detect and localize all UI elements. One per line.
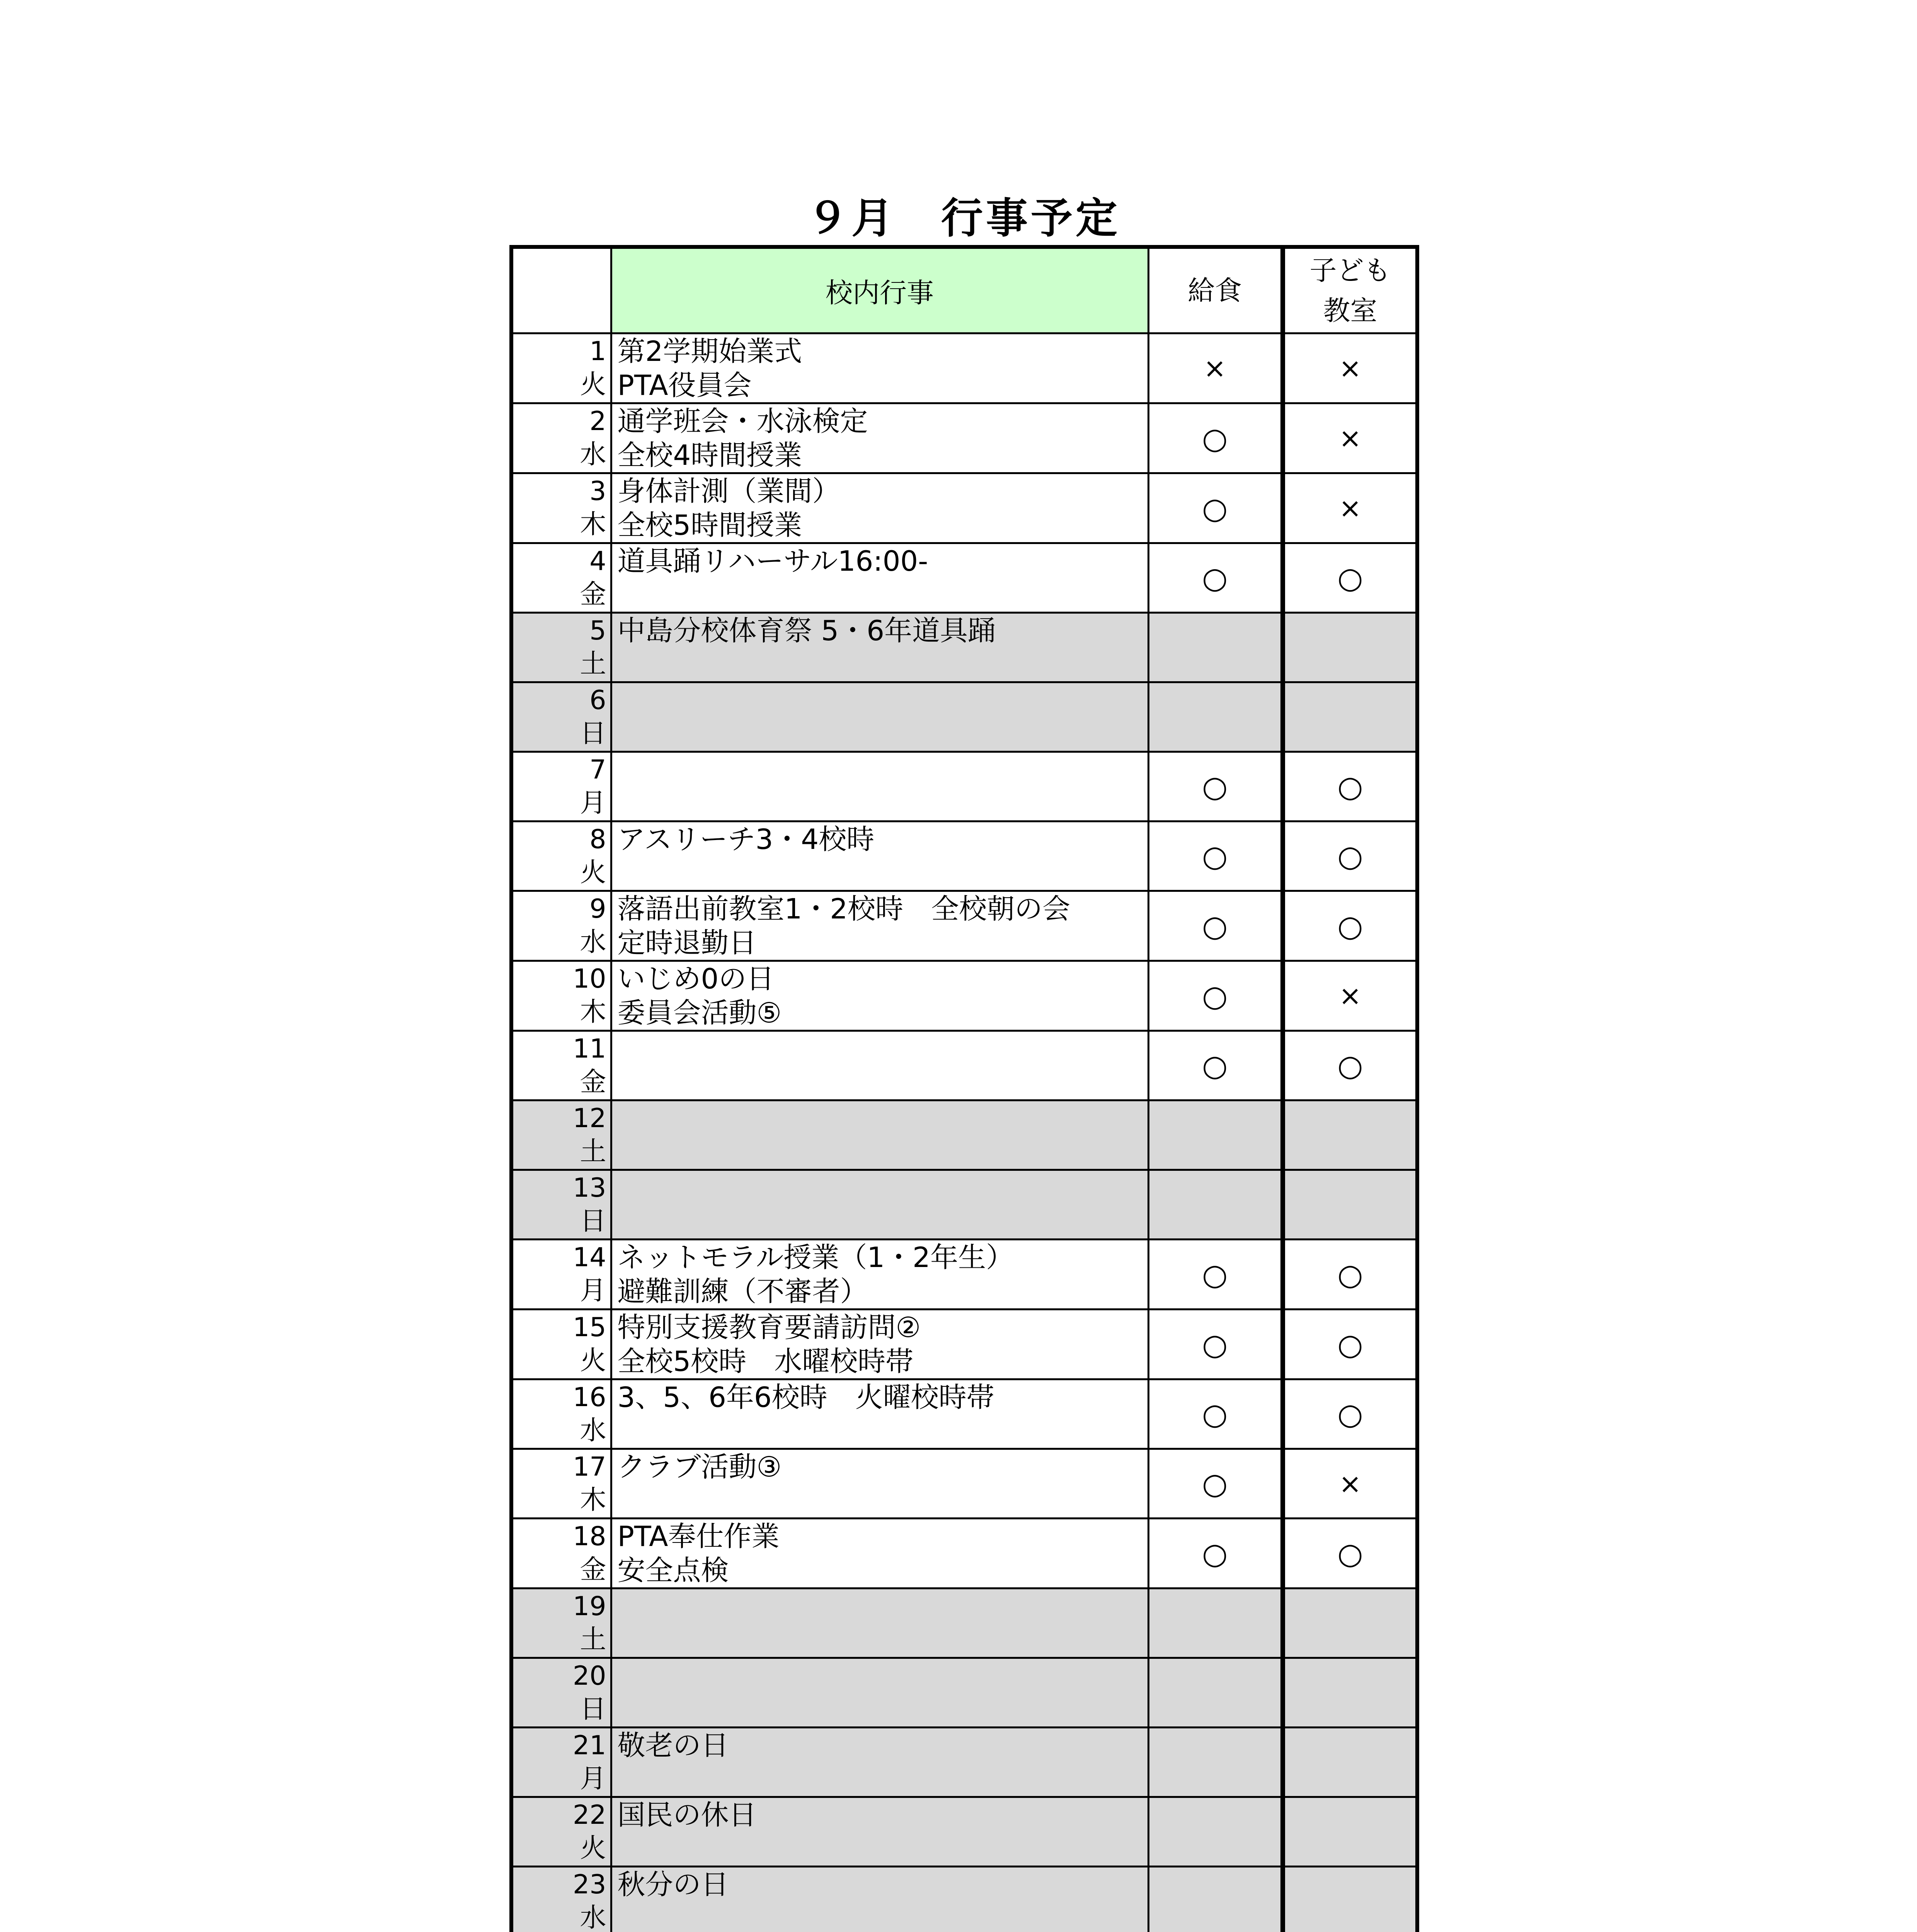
event-line-2: 全校5校時 水曜校時帯 (617, 1345, 914, 1378)
table-row (511, 1310, 1417, 1379)
day-of-week: 金 (580, 579, 606, 610)
event-line-1: 中島分校体育祭 5・6年道具踊 (617, 614, 996, 647)
date-cell (511, 403, 611, 473)
table-row (511, 891, 1417, 961)
kids-room-mark (1283, 682, 1417, 752)
event-cell (611, 1588, 1148, 1658)
day-of-week: 土 (580, 1624, 606, 1655)
table-row (511, 1031, 1417, 1100)
event-line-1: ネットモラル授業（1・2年生） (617, 1241, 1014, 1274)
table-row (511, 1867, 1417, 1932)
date-cell (511, 1170, 611, 1240)
table-row (511, 543, 1417, 613)
event-line-1: 道具踊リハーサル16:00- (617, 545, 928, 577)
table-row (511, 821, 1417, 891)
event-cell (611, 752, 1148, 821)
date-cell (511, 1797, 611, 1867)
table-row (511, 473, 1417, 543)
date-cell (511, 1031, 611, 1100)
lunch-mark: ○ (1148, 752, 1283, 821)
day-number: 5 (589, 615, 606, 646)
kids-room-mark (1283, 1658, 1417, 1728)
day-number: 16 (572, 1382, 606, 1413)
day-of-week: 木 (580, 1485, 606, 1515)
event-cell (611, 961, 1148, 1031)
table-row (511, 1240, 1417, 1310)
day-of-week: 月 (580, 1276, 606, 1306)
event-line-2: 避難訓練（不審者） (617, 1275, 868, 1308)
lunch-mark (1148, 1658, 1283, 1728)
table-row (511, 1728, 1417, 1797)
day-number: 2 (589, 406, 606, 437)
event-cell (611, 403, 1148, 473)
lunch-mark: ○ (1148, 961, 1283, 1031)
table-row (511, 1519, 1417, 1588)
day-of-week: 木 (580, 509, 606, 540)
kids-room-mark (1283, 1170, 1417, 1240)
day-of-week: 月 (580, 1763, 606, 1794)
event-cell (611, 891, 1148, 961)
day-number: 19 (572, 1591, 606, 1622)
day-of-week: 金 (580, 1554, 606, 1585)
day-number: 11 (572, 1033, 606, 1064)
date-cell (511, 1588, 611, 1658)
lunch-mark: ○ (1148, 1310, 1283, 1379)
kids-room-mark: ○ (1283, 1379, 1417, 1449)
day-number: 22 (572, 1799, 606, 1830)
event-cell (611, 1031, 1148, 1100)
kids-room-mark: × (1283, 473, 1417, 543)
event-line-2: 定時退勤日 (617, 927, 757, 959)
lunch-mark (1148, 1728, 1283, 1797)
table-row (511, 1588, 1417, 1658)
event-line-2: 全校4時間授業 (617, 439, 802, 471)
day-number: 4 (589, 546, 606, 577)
lunch-mark (1148, 1867, 1283, 1932)
header-events: 校内行事 (611, 247, 1148, 333)
schedule-table (509, 245, 1419, 1932)
lunch-mark: ○ (1148, 1379, 1283, 1449)
day-number: 3 (589, 476, 606, 507)
event-line-1: 敬老の日 (617, 1729, 729, 1762)
day-of-week: 土 (580, 648, 606, 679)
lunch-mark (1148, 1797, 1283, 1867)
date-cell (511, 613, 611, 682)
day-number: 1 (589, 336, 606, 367)
header-kids-room (1283, 247, 1417, 333)
event-line-2: PTA役員会 (617, 369, 752, 401)
event-line-1: 落語出前教室1・2校時 全校朝の会 (617, 893, 1071, 925)
day-of-week: 日 (580, 1206, 606, 1236)
header-row (511, 247, 1417, 333)
day-number: 14 (572, 1242, 606, 1273)
event-cell (611, 473, 1148, 543)
day-number: 17 (572, 1451, 606, 1482)
event-line-1: 通学班会・水泳検定 (617, 405, 868, 437)
lunch-mark (1148, 1170, 1283, 1240)
date-cell (511, 682, 611, 752)
date-cell (511, 1867, 611, 1932)
event-cell (611, 1867, 1148, 1932)
event-line-1: 3、5、6年6校時 火曜校時帯 (617, 1381, 994, 1413)
lunch-mark: ○ (1148, 1519, 1283, 1588)
date-cell (511, 473, 611, 543)
lunch-mark: ○ (1148, 473, 1283, 543)
event-cell (611, 1797, 1148, 1867)
event-line-2: 全校5時間授業 (617, 509, 802, 541)
table-row (511, 1658, 1417, 1728)
day-number: 15 (572, 1312, 606, 1343)
header-date-cell (511, 247, 611, 333)
day-of-week: 水 (580, 1415, 606, 1446)
kids-room-mark: ○ (1283, 891, 1417, 961)
event-line-1: アスリーチ3・4校時 (617, 823, 875, 855)
event-cell (611, 1170, 1148, 1240)
day-number: 8 (589, 824, 606, 855)
lunch-mark: ○ (1148, 821, 1283, 891)
day-of-week: 火 (580, 1345, 606, 1376)
date-cell (511, 1728, 611, 1797)
table-row (511, 333, 1417, 403)
lunch-mark: ○ (1148, 543, 1283, 613)
day-number: 6 (589, 685, 606, 716)
table-row (511, 752, 1417, 821)
day-number: 21 (572, 1730, 606, 1761)
event-line-1: 国民の休日 (617, 1799, 757, 1831)
event-cell (611, 1519, 1148, 1588)
event-line-1: 第2学期始業式 (617, 335, 802, 367)
day-of-week: 日 (580, 718, 606, 749)
kids-room-mark (1283, 1867, 1417, 1932)
lunch-mark: ○ (1148, 403, 1283, 473)
day-number: 7 (589, 754, 606, 785)
header-kids-line2: 教室 (1323, 295, 1377, 327)
event-cell (611, 821, 1148, 891)
date-cell (511, 543, 611, 613)
event-cell (611, 1658, 1148, 1728)
date-cell (511, 1310, 611, 1379)
event-cell (611, 1449, 1148, 1519)
day-of-week: 金 (580, 1066, 606, 1097)
date-cell (511, 961, 611, 1031)
table-row (511, 682, 1417, 752)
event-cell (611, 543, 1148, 613)
kids-room-mark (1283, 613, 1417, 682)
kids-room-mark (1283, 1797, 1417, 1867)
kids-room-mark: ○ (1283, 1240, 1417, 1310)
event-line-2: 委員会活動⑤ (617, 997, 782, 1029)
table-row (511, 1379, 1417, 1449)
table-row (511, 1449, 1417, 1519)
date-cell (511, 752, 611, 821)
event-line-2: 安全点検 (617, 1554, 729, 1587)
event-line-1: 秋分の日 (617, 1868, 729, 1901)
event-cell (611, 1240, 1148, 1310)
kids-room-mark: × (1283, 961, 1417, 1031)
event-line-1: 特別支援教育要請訪問② (617, 1311, 921, 1344)
event-line-1: いじめ0の日 (617, 963, 775, 995)
day-number: 18 (572, 1521, 606, 1552)
lunch-mark: ○ (1148, 891, 1283, 961)
date-cell (511, 1519, 611, 1588)
day-of-week: 火 (580, 369, 606, 400)
event-cell (611, 613, 1148, 682)
kids-room-mark (1283, 1728, 1417, 1797)
date-cell (511, 333, 611, 403)
event-line-1: PTA奉仕作業 (617, 1520, 780, 1553)
table-row (511, 1797, 1417, 1867)
header-lunch: 給食 (1148, 247, 1283, 333)
day-number: 10 (572, 964, 606, 994)
date-cell (511, 1379, 611, 1449)
table-row (511, 613, 1417, 682)
lunch-mark: ○ (1148, 1240, 1283, 1310)
event-cell (611, 1100, 1148, 1170)
table-row (511, 1100, 1417, 1170)
day-of-week: 水 (580, 927, 606, 957)
kids-room-mark: × (1283, 1449, 1417, 1519)
lunch-mark: ○ (1148, 1449, 1283, 1519)
event-cell (611, 333, 1148, 403)
kids-room-mark: ○ (1283, 1031, 1417, 1100)
lunch-mark (1148, 1588, 1283, 1658)
date-cell (511, 1658, 611, 1728)
day-of-week: 月 (580, 787, 606, 818)
kids-room-mark (1283, 1100, 1417, 1170)
lunch-mark: ○ (1148, 1031, 1283, 1100)
date-cell (511, 1240, 611, 1310)
kids-room-mark: ○ (1283, 543, 1417, 613)
date-cell (511, 1449, 611, 1519)
day-number: 13 (572, 1172, 606, 1203)
kids-room-mark (1283, 1588, 1417, 1658)
day-number: 12 (572, 1103, 606, 1134)
day-number: 23 (572, 1869, 606, 1900)
day-of-week: 水 (580, 439, 606, 470)
table-row (511, 403, 1417, 473)
lunch-mark (1148, 613, 1283, 682)
lunch-mark (1148, 1100, 1283, 1170)
kids-room-mark: ○ (1283, 1310, 1417, 1379)
page-title: ９月 行事予定 (806, 194, 1120, 243)
lunch-mark: × (1148, 333, 1283, 403)
event-line-1: 身体計測（業間） (617, 475, 840, 507)
event-cell (611, 1310, 1148, 1379)
table-row (511, 1170, 1417, 1240)
kids-room-mark: ○ (1283, 821, 1417, 891)
day-of-week: 火 (580, 857, 606, 888)
date-cell (511, 891, 611, 961)
event-cell (611, 1379, 1148, 1449)
day-of-week: 水 (580, 1902, 606, 1932)
kids-room-mark: ○ (1283, 1519, 1417, 1588)
kids-room-mark: ○ (1283, 752, 1417, 821)
day-of-week: 日 (580, 1694, 606, 1725)
date-cell (511, 821, 611, 891)
day-of-week: 火 (580, 1833, 606, 1864)
event-cell (611, 1728, 1148, 1797)
kids-room-mark: × (1283, 403, 1417, 473)
day-of-week: 土 (580, 1136, 606, 1167)
date-cell (511, 1100, 611, 1170)
event-line-1: クラブ活動③ (617, 1451, 782, 1483)
day-of-week: 木 (580, 997, 606, 1027)
table-row (511, 961, 1417, 1031)
header-kids-line1: 子ども (1309, 255, 1391, 286)
kids-room-mark: × (1283, 333, 1417, 403)
day-number: 9 (589, 894, 606, 924)
event-cell (611, 682, 1148, 752)
lunch-mark (1148, 682, 1283, 752)
day-number: 20 (572, 1660, 606, 1691)
